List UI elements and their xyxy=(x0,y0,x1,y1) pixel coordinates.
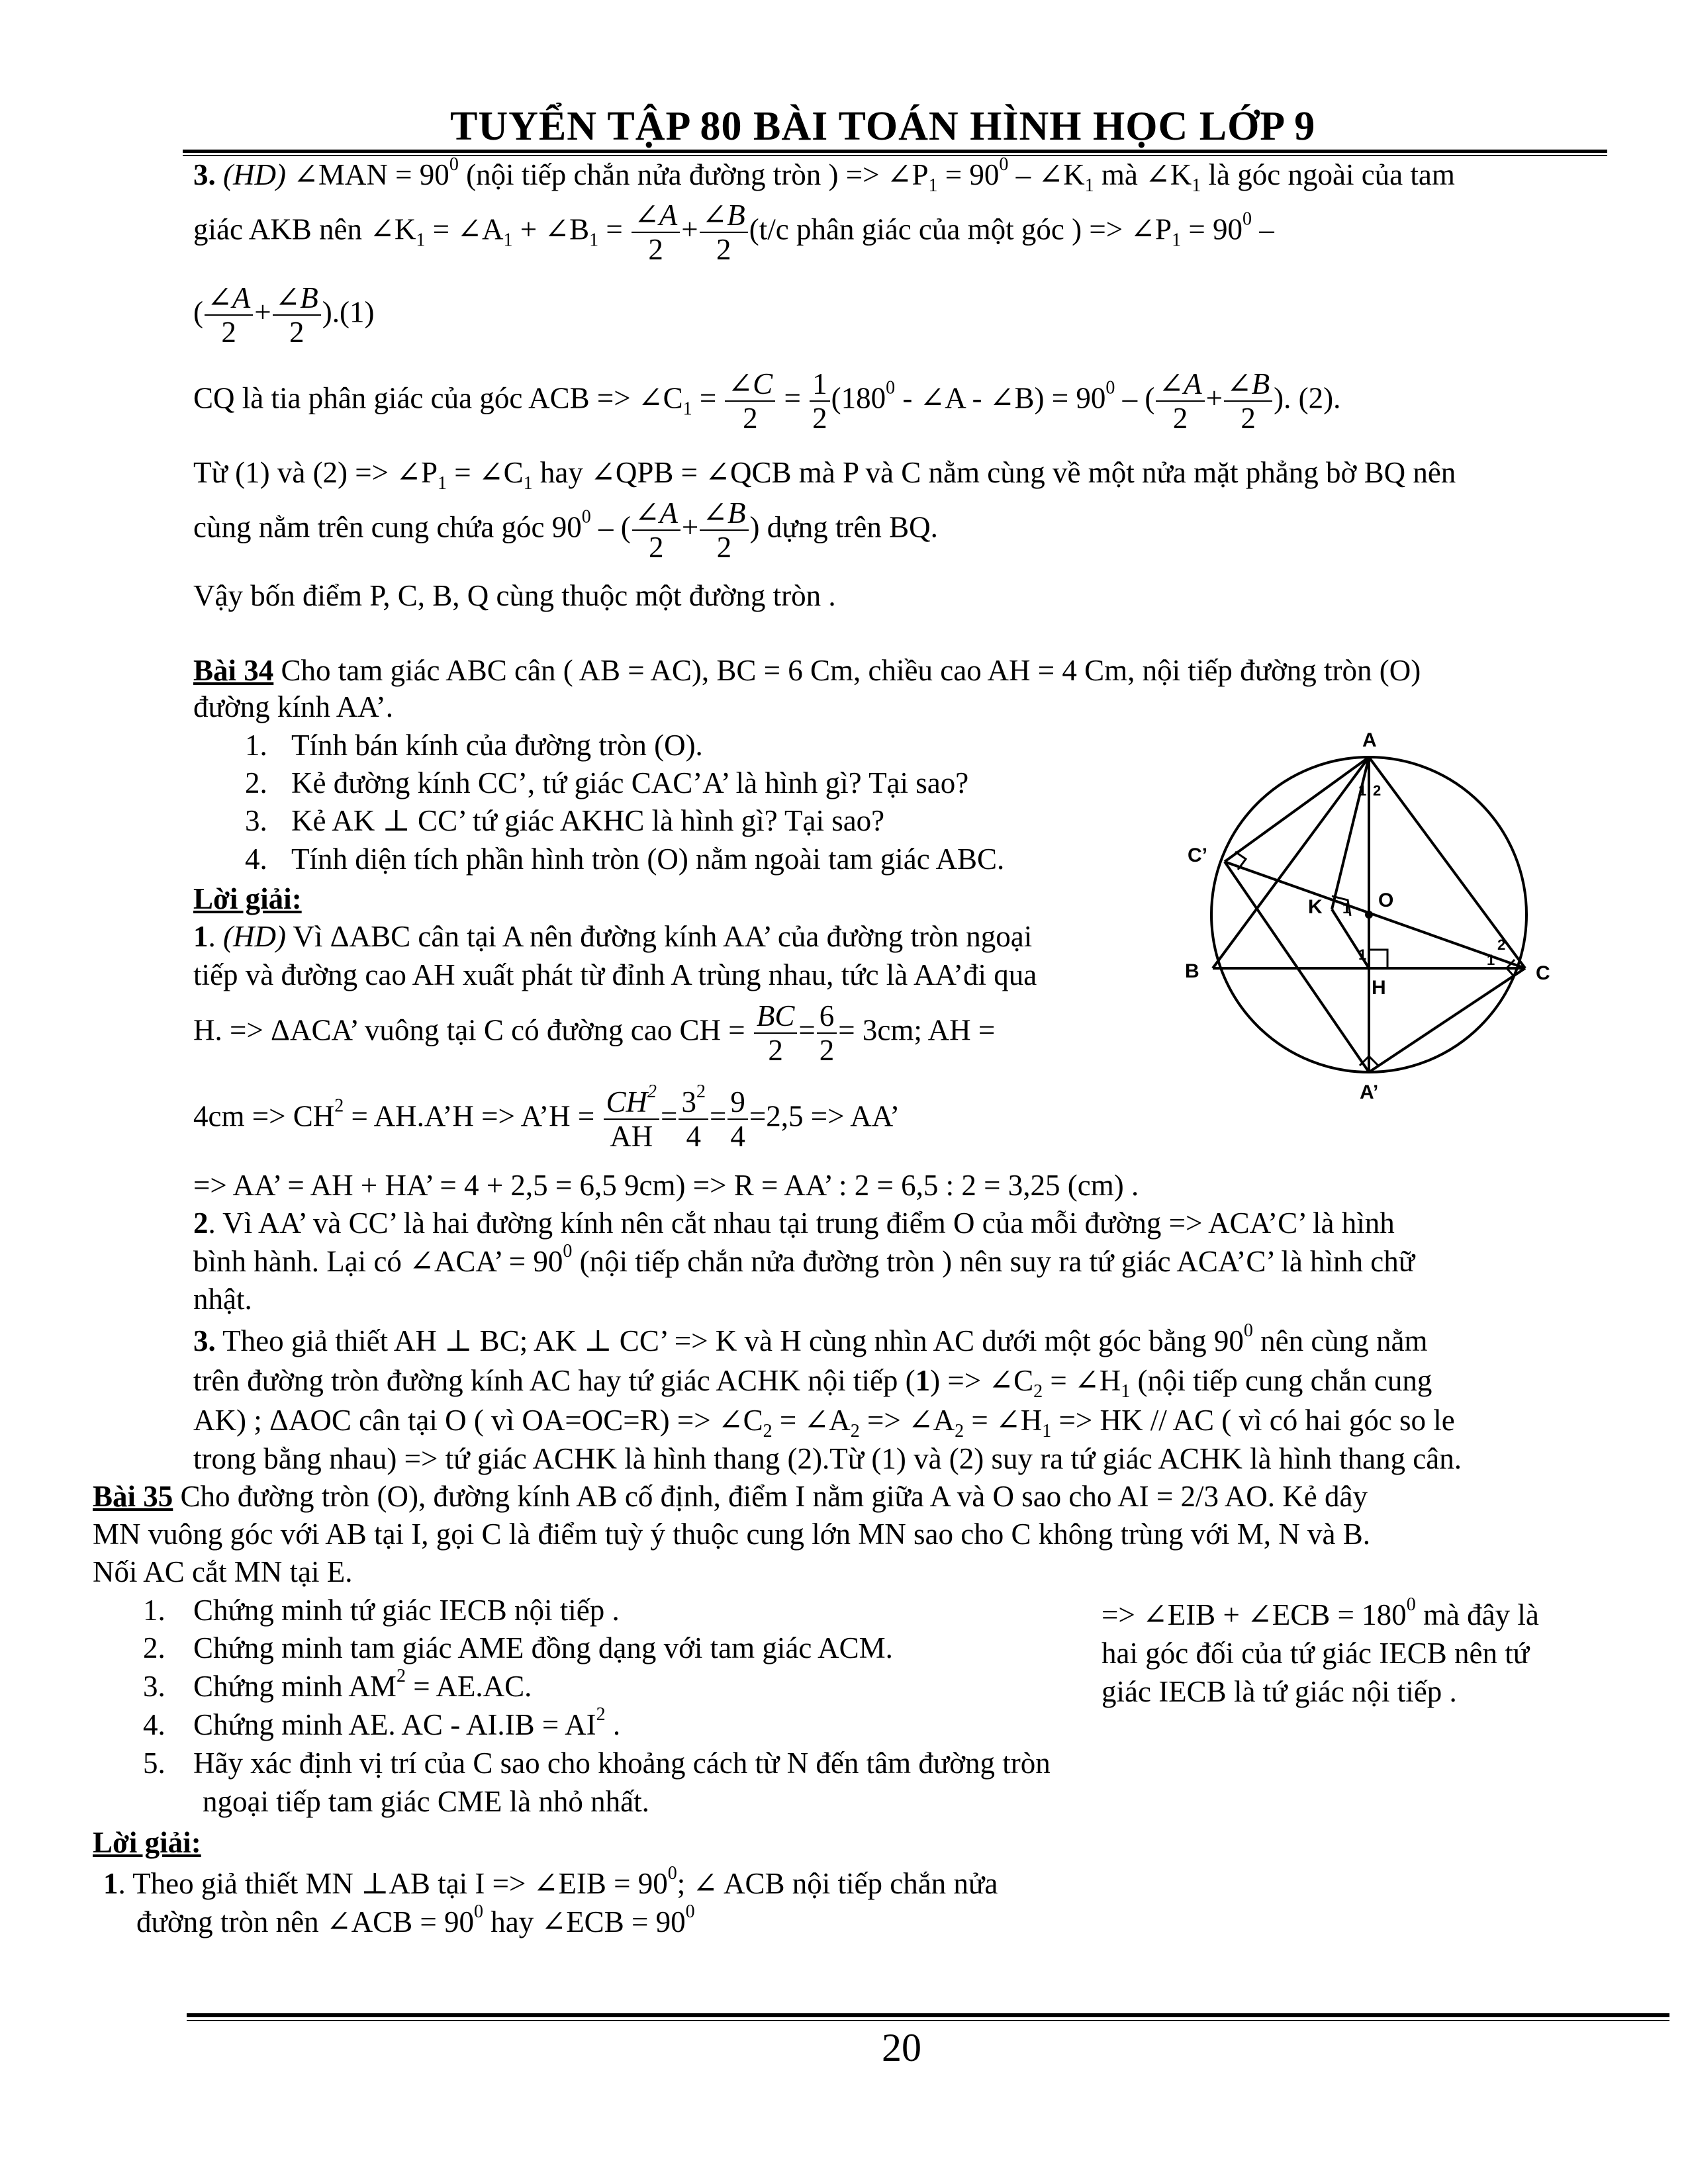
label-angle-K1: 1 xyxy=(1342,900,1351,917)
bai35-item-1-text: Chứng minh tứ giác IECB nội tiếp . xyxy=(193,1594,620,1627)
fraction: $\frac{\angle B}{2}$ xyxy=(273,281,321,349)
bai35-sol-line1: 1. Theo giả thiết MN ⊥AB tại I => ∠EIB = $90^0$; ∠ ACB nội tiếp chắn nửa xyxy=(103,1863,998,1900)
fraction: $\frac{9}{4}$ xyxy=(727,1085,748,1153)
bai35-item-2-text: Chứng minh tam giác AME đồng dạng với tam giác ACM. xyxy=(193,1631,893,1664)
bai35-solution-label: Lời giải: xyxy=(93,1826,201,1859)
label-K: K xyxy=(1308,896,1323,918)
page-title: TUYỂN TẬP 80 BÀI TOÁN HÌNH HỌC LỚP 9 xyxy=(450,104,1316,149)
bai34-item-2: 2. xyxy=(245,766,267,799)
fraction: $\frac{\angle C}{2}$ xyxy=(725,367,775,435)
bai34-part3-line4: trong bằng nhau) => tứ giác ACHK là hình thang (2).Từ (1) và (2) suy ra tứ giác ACHK là hình thang cân. xyxy=(193,1442,1462,1475)
label-Aprime: A’ xyxy=(1360,1081,1379,1103)
bai34-item-4: 4. xyxy=(245,842,267,876)
label-Cprime: C’ xyxy=(1188,844,1207,866)
bai35-item-5-text2: ngoại tiếp tam giác CME là nhỏ nhất. xyxy=(203,1785,649,1818)
fraction: $\frac{\angle B}{2}$ xyxy=(1224,367,1272,435)
label-O: O xyxy=(1378,889,1394,911)
bai34-part2-line2: bình hành. Lại có ∠ACA’ = $90^0$ (nội tiếp chắn nửa đường tròn ) nên suy ra tứ giác ACA’C’ là hình chữ xyxy=(193,1241,1415,1278)
bai34-part3-line1: 3. Theo giả thiết AH ⊥ BC; AK ⊥ CC’ => K và H cùng nhìn AC dưới một góc bằng $90^0$ nên cùng nằm xyxy=(193,1320,1428,1357)
fraction: $\frac{\angle A}{2}$ xyxy=(1156,367,1204,435)
label-angle-H1: 1 xyxy=(1358,946,1367,963)
right-angle-H xyxy=(1369,950,1387,968)
bai35-item-1: 1. xyxy=(143,1594,165,1627)
label-angle-C1: 1 xyxy=(1487,952,1495,968)
bai35-intro1: Bài 35 Cho đường tròn (O), đường kính AB cố định, điểm I nằm giữa A và O sao cho AI = 2/3 AO. Kẻ dây xyxy=(93,1480,1368,1513)
fraction: $\frac{3^2}{4}$ xyxy=(679,1085,708,1153)
bai34-solution-label: Lời giải: xyxy=(193,882,302,915)
bai34-item-4-text: Tính diện tích phần hình tròn (O) nằm ngoài tam giác ABC. xyxy=(291,842,1005,876)
bai34-sol-line3: H. => ΔACA’ vuông tại C có đường cao CH = $\frac{BC}{2}$ = $\frac{6}{2}$ = 3cm; AH = xyxy=(193,999,996,1067)
fraction: $\frac{6}{2}$ xyxy=(817,999,837,1067)
bai34-sol-line5: => AA’ = AH + HA’ = 4 + 2,5 = 6,5 9cm) => R = AA’ : 2 = 6,5 : 2 = 3,25 (cm) . xyxy=(193,1169,1139,1202)
bai34-sol-line4: $4cm => CH^2$ = AH.A’H => A’H = $\frac{CH^2}{AH}$ = $\frac{3^2}{4}$ = $\frac{9}{4}$ =2,5 => AA’ xyxy=(193,1081,900,1153)
bai34-item-1-text: Tính bán kính của đường tròn (O). xyxy=(291,729,703,762)
label-C: C xyxy=(1536,962,1550,984)
label-B: B xyxy=(1185,960,1199,982)
bai34-item-3-text: Kẻ AK ⊥ CC’ tứ giác AKHC là hình gì? Tại sao? xyxy=(291,804,885,837)
bai34-part3-line3: AK) ; ΔAOC cân tại O ( vì $OA=OC=R) => \angle C_2$ = $\angle A_2$ => $\angle A_2$ = $\angle H_1$ => HK // AC ( vì có hai góc so le xyxy=(193,1404,1455,1441)
bai34-heading: Bài 34 xyxy=(193,654,274,687)
bai34-intro2: đường kính AA’. xyxy=(193,690,393,723)
bai35-sol-line2: đường tròn nên ∠ACB = $90^0$ hay ∠ECB = $90^0$ xyxy=(136,1901,695,1938)
sec3-line7: Vậy bốn điểm P, C, B, Q cùng thuộc một đường tròn . xyxy=(193,579,836,612)
bai34-part2-line3: nhật. xyxy=(193,1283,252,1316)
bai35-item-2: 2. xyxy=(143,1631,165,1664)
header-rule xyxy=(183,150,1607,153)
fraction: $\frac{1}{2}$ xyxy=(810,367,830,435)
segment-AB xyxy=(1213,757,1369,968)
fraction: $\frac{\angle A}{2}$ xyxy=(632,496,680,564)
bai35-item-3-text: Chứng minh $AM^2 = AE.AC$. xyxy=(193,1666,532,1703)
sec3-line4: CQ là tia phân giác của góc ACB => $\angle C_1$ = $\frac{\angle C}{2}$ = $\frac{1}{2}$ ($180^0$ - ∠A - ∠B) = $90^0$ – ( $\frac{\angle A}{2}$ + $\frac{\angle B}{2}$ ). (2). xyxy=(193,367,1341,435)
bai35-intro2: MN vuông góc với AB tại I, gọi C là điểm tuỳ ý thuộc cung lớn MN sao cho C không trùng với M, N và B. xyxy=(93,1518,1371,1551)
bai35-item-5: 5. xyxy=(143,1747,165,1780)
bai34-item-2-text: Kẻ đường kính CC’, tứ giác CAC’A’ là hình gì? Tại sao? xyxy=(291,766,969,799)
bai35-item-4: 4. xyxy=(143,1708,165,1741)
bai34-sol-line2: tiếp và đường cao AH xuất phát từ đỉnh A trùng nhau, tức là AA’đi qua xyxy=(193,958,1037,991)
footer-rule-thin xyxy=(187,2020,1669,2021)
footer-rule xyxy=(187,2013,1669,2017)
label-angle-A2: 2 xyxy=(1373,782,1382,799)
bai34-part3-line2: trên đường tròn đường kính AC hay tứ giác ACHK nội tiếp $(1) => \angle C_2$ = $\angle H_1$ (nội tiếp cung chắn cung xyxy=(193,1364,1432,1402)
fraction: $\frac{\angle B}{2}$ xyxy=(700,199,748,266)
label-A: A xyxy=(1362,729,1377,751)
sec3-line6: cùng nằm trên cung chứa góc $90^0$ – ( $\frac{\angle A}{2}$ + $\frac{\angle B}{2}$ ) dựng trên BQ. xyxy=(193,496,938,564)
bai34-part2-line1: 2. Vì AA’ và CC’ là hai đường kính nên cắt nhau tại trung điểm O của mỗi đường => ACA’C’ là hình xyxy=(193,1206,1395,1240)
sec3-line3: ( $\frac{\angle A}{2}$ + $\frac{\angle B}{2}$ ).(1) xyxy=(193,281,375,349)
bai35-right-line3: giác IECB là tứ giác nội tiếp . xyxy=(1102,1675,1457,1708)
bai35-heading: Bài 35 xyxy=(93,1480,173,1513)
bai34-intro: Bài 34 Cho tam giác ABC cân ( AB = AC), BC = 6 Cm, chiều cao AH = 4 Cm, nội tiếp đường tròn (O) xyxy=(193,654,1421,687)
fraction: $\frac{\angle A}{2}$ xyxy=(632,199,680,266)
sec3-line2: giác AKB nên $\angle K_1$ = $\angle A_1$ + $\angle B_1$ = $\frac{\angle A}{2}$ + $\frac{\angle B}{2}$ (t/c phân giác của một góc ) => $\angle P_1 = 90^0$ – xyxy=(193,199,1274,266)
sec3-line1: 3. (HD) ∠MAN = $90^0$ (nội tiếp chắn nửa đường tròn ) => $\angle P_1 = 90^0$ – $\angle K_1$ mà $\angle K_1$ là góc ngoài của tam xyxy=(193,154,1455,196)
label-angle-C2: 2 xyxy=(1497,936,1506,953)
bai35-right-line2: hai góc đối của tứ giác IECB nên tứ xyxy=(1102,1637,1530,1670)
fraction: $\frac{BC}{2}$ xyxy=(754,999,798,1067)
fraction: $\frac{\angle B}{2}$ xyxy=(700,496,748,564)
bai34-sol-line1: 1. (HD) Vì ΔABC cân tại A nên đường kính AA’ của đường tròn ngoại xyxy=(193,920,1033,953)
sec3-line5: Từ (1) và $(2) => \angle P_1$ = $\angle C_1$ hay ∠QPB = ∠QCB mà P và C nằm cùng về một nửa mặt phẳng bờ BQ nên xyxy=(193,456,1456,494)
bai35-item-5-text: Hãy xác định vị trí của C sao cho khoảng cách từ N đến tâm đường tròn xyxy=(193,1747,1051,1780)
page-number: 20 xyxy=(882,2026,921,2070)
bai35-item-3: 3. xyxy=(143,1670,165,1703)
label-angle-A1: 1 xyxy=(1358,782,1367,799)
segment-CAp xyxy=(1369,968,1525,1072)
bai34-item-3: 3. xyxy=(245,804,267,837)
geometry-figure xyxy=(1185,721,1556,1105)
fraction: $\frac{CH^2}{AH}$ xyxy=(604,1085,660,1153)
bai35-item-4-text: Chứng minh AE. AC - $AI.IB = AI^2$ . xyxy=(193,1704,621,1741)
diameter-CC xyxy=(1225,862,1525,968)
bai35-intro3: Nối AC cắt MN tại E. xyxy=(93,1555,353,1588)
label-H: H xyxy=(1372,977,1386,999)
bai35-right-line1: => ∠EIB + ∠ECB = $180^0$ mà đây là xyxy=(1102,1594,1539,1631)
fraction: $\frac{\angle A}{2}$ xyxy=(205,281,253,349)
bai34-item-1: 1. xyxy=(245,729,267,762)
center-dot xyxy=(1365,911,1373,919)
geometry-diagram xyxy=(1185,721,1556,1105)
